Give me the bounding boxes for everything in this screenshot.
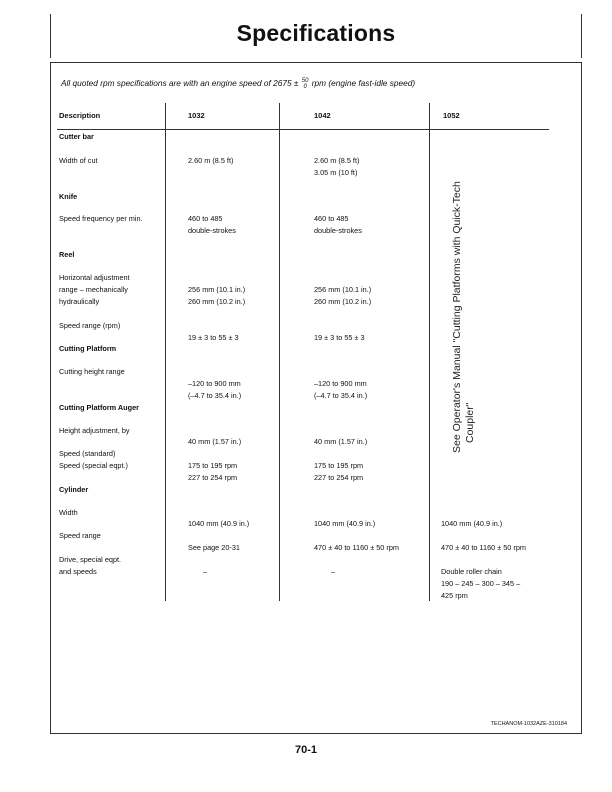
value-ch-1042-b: (–4.7 to 35.4 in.) — [314, 391, 368, 400]
value-reel-speed-1042: 19 ± 3 to 55 ± 3 — [314, 333, 365, 342]
value-width-1032: 2.60 m (8.5 ft) — [188, 156, 234, 165]
header-1042: 1042 — [314, 111, 331, 120]
value-ch-1032-b: (–4.7 to 35.4 in.) — [188, 391, 242, 400]
section-cutter-bar: Cutter bar — [59, 132, 94, 141]
label-cutting-height: Cutting height range — [59, 367, 125, 376]
page-title: Specifications — [236, 20, 396, 46]
rotated-note-line-1: See Operator's Manual "Cutting Platforms with Quick-Tech — [451, 181, 463, 453]
value-knife-1032-a: 460 to 485 — [188, 214, 223, 223]
page-number: 70-1 — [294, 744, 318, 756]
label-drive-special: Drive, special eqpt. — [59, 555, 122, 564]
value-sp-1032-a: 175 to 195 rpm — [188, 461, 238, 470]
value-sp-1042-b: 227 to 254 rpm — [314, 473, 364, 482]
header-divider — [57, 129, 549, 130]
value-dr-1052-a: Double roller chain — [441, 567, 502, 576]
tolerance-fraction — [302, 78, 309, 90]
value-cw-1052: 1040 mm (40.9 in.) — [441, 519, 503, 528]
value-dr-1042: – — [331, 567, 336, 576]
value-dr-1052-c: 425 rpm — [441, 591, 468, 600]
section-cutting-platform: Cutting Platform — [59, 344, 117, 353]
title-box — [50, 14, 582, 58]
value-dr-1032: – — [203, 567, 208, 576]
column-divider-1 — [165, 103, 166, 601]
value-reel-1032-a: 256 mm (10.1 in.) — [188, 285, 246, 294]
rpm-note — [61, 78, 415, 90]
value-sr-1032: See page 20-31 — [188, 543, 240, 552]
value-sp-1042-a: 175 to 195 rpm — [314, 461, 364, 470]
frac-bottom: 0 — [303, 84, 307, 90]
label-speed-special: Speed (special eqpt.) — [59, 461, 128, 470]
label-width-of-cut: Width of cut — [59, 156, 98, 165]
value-ha-1042: 40 mm (1.57 in.) — [314, 437, 368, 446]
label-and-speeds: and speeds — [59, 567, 97, 576]
label-speed-standard: Speed (standard) — [59, 449, 116, 458]
value-ch-1032-a: –120 to 900 mm — [188, 379, 241, 388]
value-width-1042-b: 3.05 m (10 ft) — [314, 168, 358, 177]
header-description: Description — [59, 111, 101, 120]
label-speed-range-rpm: Speed range (rpm) — [59, 321, 121, 330]
note-text-after: rpm (engine fast-idle speed) — [311, 78, 416, 89]
section-knife: Knife — [59, 192, 78, 201]
rotated-note-line-2: Coupler" — [464, 402, 476, 443]
spec-content — [50, 62, 582, 734]
header-1052: 1052 — [443, 111, 460, 120]
value-ha-1032: 40 mm (1.57 in.) — [188, 437, 242, 446]
value-knife-1032-b: double-strokes — [188, 226, 236, 235]
value-reel-1042-a: 256 mm (10.1 in.) — [314, 285, 372, 294]
value-sr-1042: 470 ± 40 to 1160 ± 50 rpm — [314, 543, 399, 552]
value-width-1042-a: 2.60 m (8.5 ft) — [314, 156, 360, 165]
column-divider-3 — [429, 103, 430, 601]
label-speed-range: Speed range — [59, 531, 101, 540]
label-width: Width — [59, 508, 78, 517]
header-1032: 1032 — [188, 111, 205, 120]
note-text-before: All quoted rpm specifications are with an engine speed of 2675 ± — [61, 78, 299, 89]
label-speed-frequency: Speed frequency per min. — [59, 214, 143, 223]
label-range-mechanically: range – mechanically — [59, 285, 128, 294]
label-horizontal-adjustment: Horizontal adjustment — [59, 273, 130, 282]
label-height-adjustment: Height adjustment, by — [59, 426, 130, 435]
value-knife-1042-a: 460 to 485 — [314, 214, 349, 223]
value-sp-1032-b: 227 to 254 rpm — [188, 473, 238, 482]
label-hydraulically: hydraulically — [59, 297, 100, 306]
document-id: TECHANOM-1032AZE-310184 — [490, 721, 567, 727]
value-reel-1042-b: 260 mm (10.2 in.) — [314, 297, 372, 306]
column-divider-2 — [279, 103, 280, 601]
value-cw-1032: 1040 mm (40.9 in.) — [188, 519, 250, 528]
value-dr-1052-b: 190 – 245 – 300 – 345 – — [441, 579, 521, 588]
frac-top: 50 — [301, 78, 309, 84]
value-reel-1032-b: 260 mm (10.2 in.) — [188, 297, 246, 306]
value-knife-1042-b: double-strokes — [314, 226, 362, 235]
section-reel: Reel — [59, 250, 75, 259]
value-cw-1042: 1040 mm (40.9 in.) — [314, 519, 376, 528]
value-reel-speed-1032: 19 ± 3 to 55 ± 3 — [188, 333, 239, 342]
operators-manual-note — [451, 173, 477, 453]
value-ch-1042-a: –120 to 900 mm — [314, 379, 367, 388]
value-sr-1052: 470 ± 40 to 1160 ± 50 rpm — [441, 543, 526, 552]
section-cylinder: Cylinder — [59, 485, 89, 494]
section-auger: Cutting Platform Auger — [59, 403, 139, 412]
